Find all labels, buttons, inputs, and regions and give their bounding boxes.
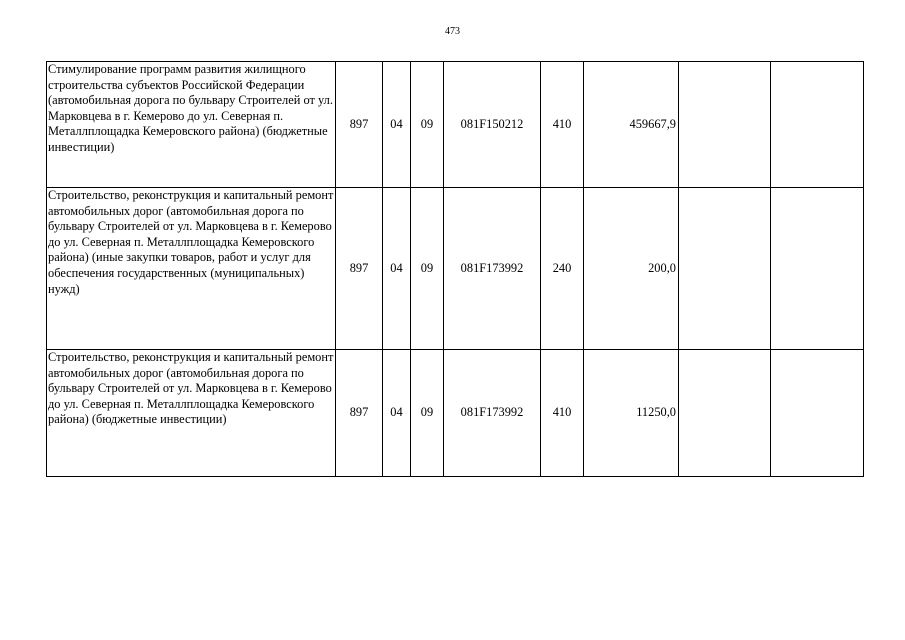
- expense-type-cell: 410: [541, 350, 584, 477]
- ministry-code-cell: 897: [336, 62, 383, 188]
- empty-cell: [771, 188, 864, 350]
- empty-cell: [679, 350, 771, 477]
- empty-cell: [771, 62, 864, 188]
- empty-cell: [679, 62, 771, 188]
- section-code-cell: 04: [383, 188, 411, 350]
- item-name-cell: Стимулирование программ развития жилищного строительства субъектов Российской Федерации (автомобильная дорога по бульвару Строителей от ул. Марковцева в г. Кемерово до ул. Северная п. Металлплощадка Кемеровского района) (бюджетные инвестиции): [47, 62, 336, 188]
- empty-cell: [771, 350, 864, 477]
- ministry-code-cell: 897: [336, 188, 383, 350]
- subsection-code-cell: 09: [411, 350, 444, 477]
- table-row: [47, 188, 864, 350]
- subsection-code-cell: 09: [411, 188, 444, 350]
- item-name-cell: Строительство, реконструкция и капитальный ремонт автомобильных дорог (автомобильная дорога по бульвару Строителей от ул. Марковцева в г. Кемерово до ул. Северная п. Металлплощадка Кемеровского района) (бюджетные инвестиции): [47, 350, 336, 477]
- amount-cell: 459667,9: [584, 62, 679, 188]
- table-row: [47, 62, 864, 188]
- item-name-cell: Строительство, реконструкция и капитальный ремонт автомобильных дорог (автомобильная дорога по бульвару Строителей от ул. Марковцева в г. Кемерово до ул. Северная п. Металлплощадка Кемеровского района) (иные закупки товаров, работ и услуг для обеспечения государственных (муниципальных) нужд): [47, 188, 336, 350]
- subsection-code-cell: 09: [411, 62, 444, 188]
- amount-cell: 200,0: [584, 188, 679, 350]
- page-number: 473: [445, 26, 460, 37]
- amount-cell: 11250,0: [584, 350, 679, 477]
- empty-cell: [679, 188, 771, 350]
- target-article-cell: 081F173992: [444, 188, 541, 350]
- target-article-cell: 081F150212: [444, 62, 541, 188]
- ministry-code-cell: 897: [336, 350, 383, 477]
- target-article-cell: 081F173992: [444, 350, 541, 477]
- table-row: [47, 350, 864, 477]
- budget-table: [46, 61, 864, 477]
- expense-type-cell: 410: [541, 62, 584, 188]
- expense-type-cell: 240: [541, 188, 584, 350]
- section-code-cell: 04: [383, 62, 411, 188]
- section-code-cell: 04: [383, 350, 411, 477]
